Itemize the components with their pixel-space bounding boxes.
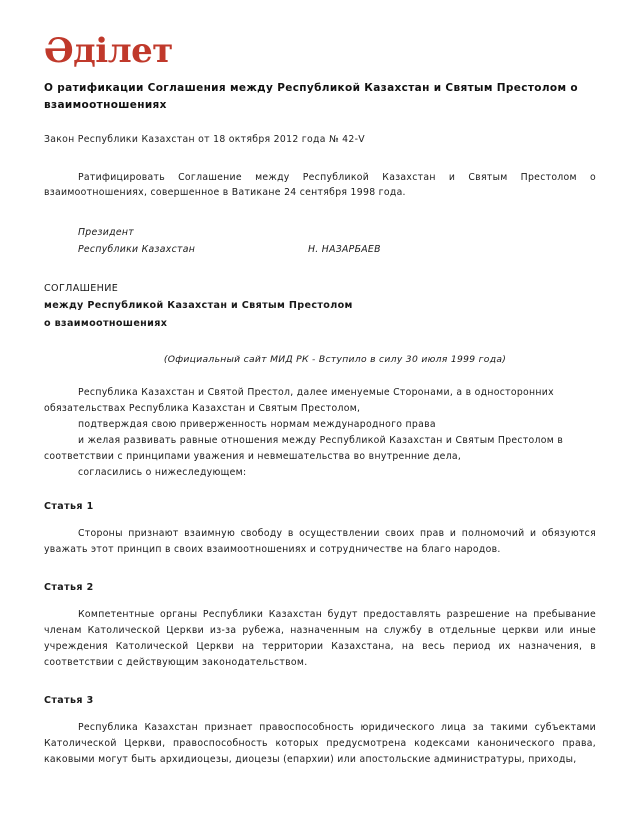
ratification-paragraph: Ратифицировать Соглашение между Республикой Казахстан и Святым Престолом о взаимоотношениях, совершенное в Ватикане 24 сентября 1998 года. bbox=[44, 171, 596, 199]
signature-role-line1: Президент bbox=[78, 227, 134, 239]
preamble-line-3: подтверждая свою приверженность нормам международного права bbox=[78, 418, 436, 430]
article-body-2: Компетентные органы Республики Казахстан будут предоставлять разрешение на пребывание членам Католической Церкви из-за рубежа, назначенным на службу в отдельные церкви или иные учреждения Католической Церкви на территории Казахстана, на весь период их назначения, в соответствии с действующим законодательством. bbox=[44, 608, 596, 668]
site-logo[interactable] bbox=[44, 31, 596, 80]
article-body-1: Стороны признают взаимную свободу в осуществлении своих прав и полномочий и обязуются уважать этот принцип в своих взаимоотношениях и сотрудничестве на благо народов. bbox=[44, 527, 596, 555]
signature-name-row bbox=[78, 242, 596, 258]
official-source-note: (Официальный сайт МИД РК - Вступило в силу 30 июля 1999 года) bbox=[163, 353, 507, 365]
article-body-3: Республика Казахстан признает правоспособность юридического лица за такими субъектами Католической Церкви, правоспособность которых предусмотрена кодексами канонического права, каковыми могут быть архидиоцезы, диоцезы (епархии) или апостольские администратуры, приходы, bbox=[44, 721, 596, 765]
law-reference: Закон Республики Казахстан от 18 октября 2012 года № 42-V bbox=[44, 133, 365, 145]
article-section-2 bbox=[44, 582, 596, 671]
preamble-line-1: Республика Казахстан и Святой Престол, далее именуемые Сторонами, а в односторонних bbox=[78, 386, 554, 398]
preamble-line-2: обязательствах Республика Казахстан и Святым Престолом, bbox=[44, 402, 361, 414]
article-section-3 bbox=[44, 695, 596, 768]
article-title-3: Статья 3 bbox=[44, 694, 94, 706]
signature-role-row bbox=[78, 225, 596, 241]
site-logo-text: Әділет bbox=[44, 31, 173, 71]
signature-name: Н. НАЗАРБАЕВ bbox=[308, 243, 381, 255]
article-title-2: Статья 2 bbox=[44, 581, 94, 593]
signature-block bbox=[44, 225, 596, 258]
agreement-heading-line2: между Республикой Казахстан и Святым Престолом bbox=[44, 300, 353, 312]
article-title-1: Статья 1 bbox=[44, 500, 94, 512]
preamble bbox=[44, 385, 596, 481]
preamble-line-4: и желая развивать равные отношения между Республикой Казахстан и Святым Престолом в bbox=[78, 434, 564, 446]
article-section-1 bbox=[44, 501, 596, 558]
agreement-heading bbox=[44, 280, 596, 332]
agreement-heading-line3: о взаимоотношениях bbox=[44, 317, 168, 329]
page-title: О ратификации Соглашения между Республикой Казахстан и Святым Престолом о взаимоотношениях bbox=[44, 82, 578, 112]
signature-role-line2: Республики Казахстан bbox=[78, 243, 196, 255]
preamble-line-6: согласились о нижеследующем: bbox=[78, 466, 247, 478]
agreement-heading-line1: СОГЛАШЕНИЕ bbox=[44, 283, 119, 294]
preamble-line-5: соответствии с принципами уважения и невмешательства во внутренние дела, bbox=[44, 450, 462, 462]
